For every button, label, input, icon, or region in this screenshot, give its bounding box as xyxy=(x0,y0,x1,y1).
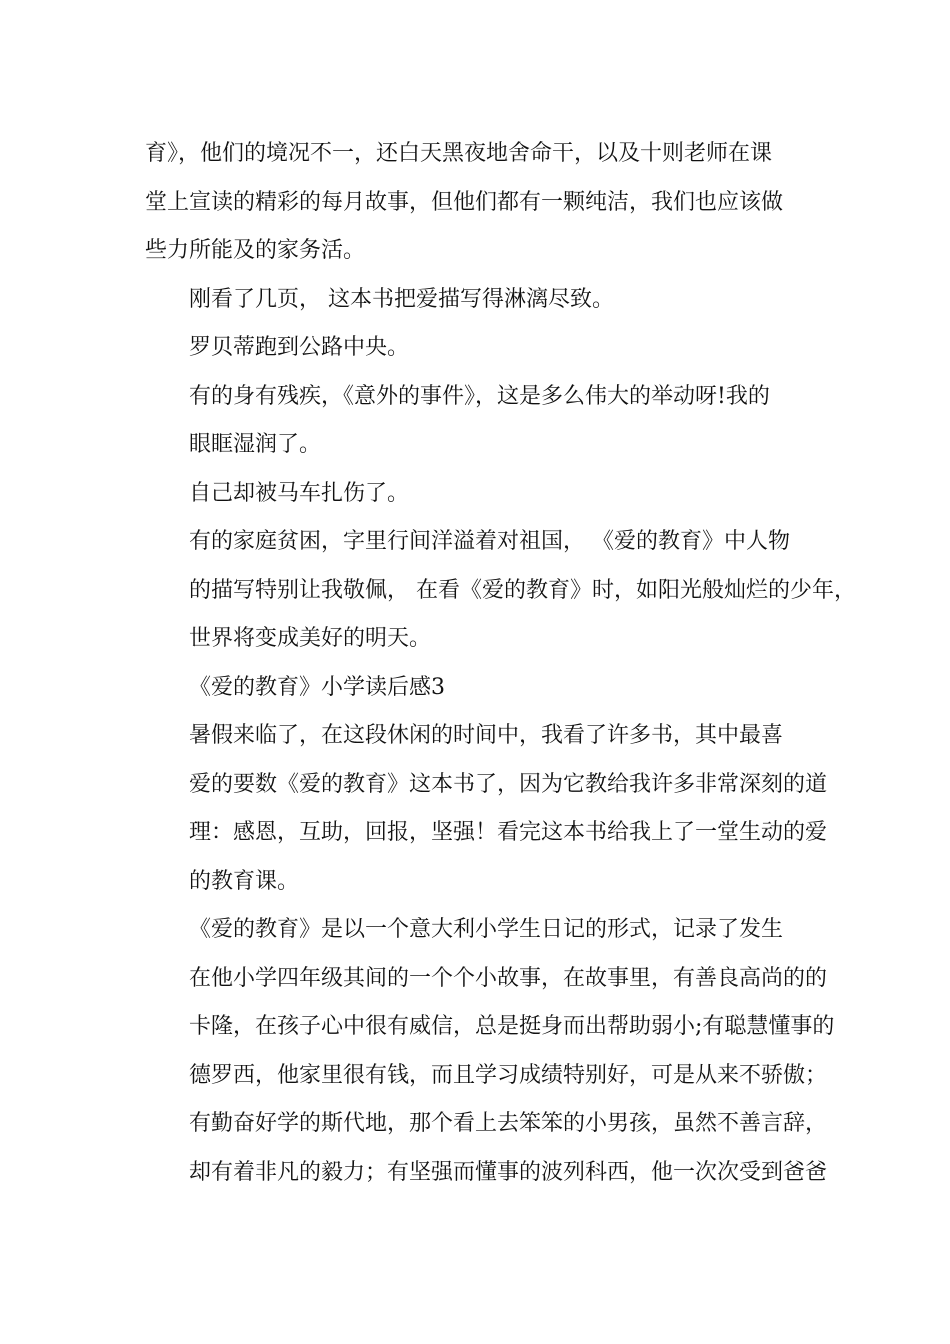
paragraph xyxy=(145,518,856,664)
text-line: 有的身有残疾，《意外的事件》，这是多么伟大的举动呀!我的 xyxy=(189,383,770,409)
paragraph xyxy=(145,324,825,373)
text-line: 理：感恩，互助，回报，坚强！看完这本书给我上了一堂生动的爱 xyxy=(189,820,828,845)
text-line: 却有着非凡的毅力；有坚强而懂事的波列科西，他一次次受到爸爸 xyxy=(189,1159,828,1185)
text-line: 罗贝蒂跑到公路中央。 xyxy=(189,335,410,360)
text-line: 育》，他们的境况不一，还白天黑夜地舍命干，以及十则老师在课 xyxy=(145,141,773,166)
text-line: 些力所能及的家务活。 xyxy=(145,238,366,263)
text-line: 卡隆，在孩子心中很有威信，总是挺身而出帮助弱小;有聪慧懂事的 xyxy=(189,1014,835,1039)
text-line: 有勤奋好学的斯代地，那个看上去笨笨的小男孩，虽然不善言辞， xyxy=(189,1111,828,1136)
text-line: 《爱的教育》是以一个意大利小学生日记的形式，记录了发生 xyxy=(189,917,784,942)
paragraph xyxy=(145,130,825,276)
text-line: 德罗西，他家里很有钱，而且学习成绩特别好，可是从来不骄傲； xyxy=(189,1062,828,1088)
body-text xyxy=(145,130,856,1197)
text-line: 暑假来临了，在这段休闲的时间中，我看了许多书，其中最喜 xyxy=(189,723,784,748)
text-line: 刚看了几页， 这本书把爱描写得淋漓尽致。 xyxy=(189,286,614,312)
text-line: 自己却被马车扎伤了。 xyxy=(189,480,410,506)
text-line: 《爱的教育》小学读后感3 xyxy=(189,674,445,700)
text-line: 爱的要数《爱的教育》这本书了，因为它教给我许多非常深刻的道 xyxy=(189,771,828,797)
paragraph xyxy=(145,276,825,325)
text-line: 在他小学四年级其间的一个个小故事，在故事里，有善良高尚的的 xyxy=(189,965,828,991)
text-line: 的教育课。 xyxy=(189,868,300,894)
paragraph xyxy=(145,470,825,519)
paragraph xyxy=(145,712,828,906)
paragraph xyxy=(145,906,835,1197)
text-line: 有的家庭贫困，字里行间洋溢着对祖国， 《爱的教育》中人物 xyxy=(189,529,790,554)
text-line: 的描写特别让我敬佩， 在看《爱的教育》时，如阳光般灿烂的少年， xyxy=(189,577,856,603)
paragraph xyxy=(145,373,825,470)
text-line: 世界将变成美好的明天。 xyxy=(189,626,432,651)
text-line: 眼眶湿润了。 xyxy=(189,432,322,457)
paragraph xyxy=(145,664,825,713)
text-line: 堂上宣读的精彩的每月故事，但他们都有一颗纯洁，我们也应该做 xyxy=(145,189,784,215)
